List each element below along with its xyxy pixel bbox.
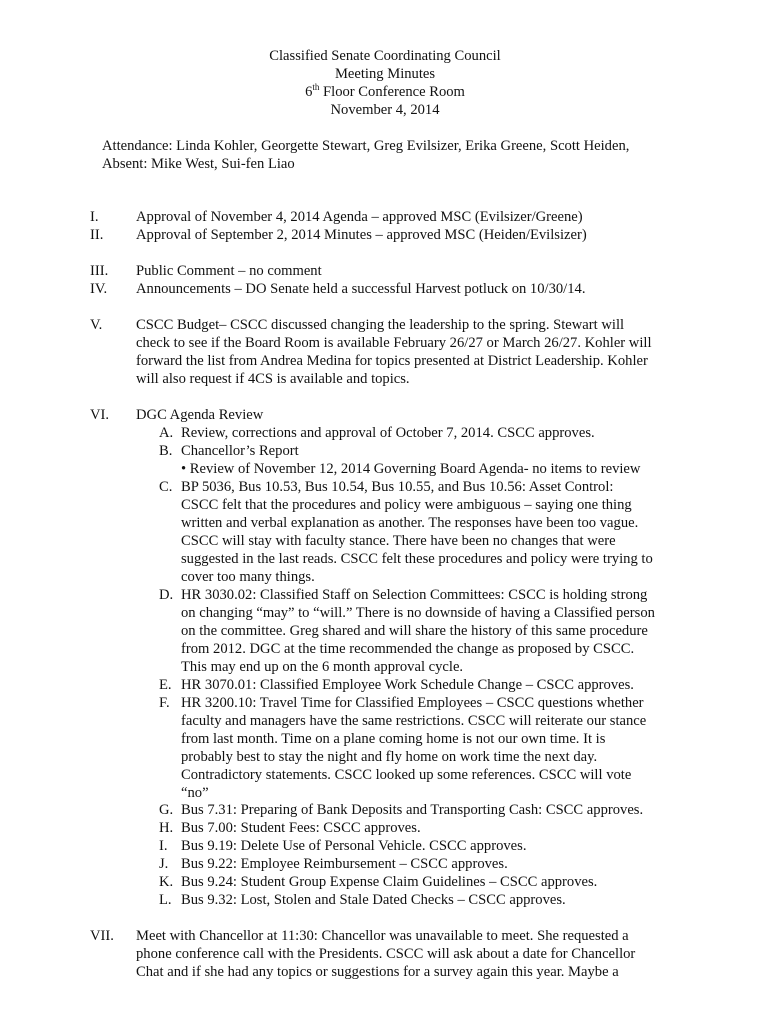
subitem-text: Bus 9.19: Delete Use of Personal Vehicle. CSCC approves. (181, 838, 527, 854)
subitem-text: “no” (181, 785, 209, 801)
subitem-text: HR 3070.01: Classified Employee Work Schedule Change – CSCC approves. (181, 677, 634, 693)
item-number: VII. (90, 928, 114, 944)
subitem-letter: B. (159, 443, 173, 459)
meeting-location (0, 83, 770, 101)
subitem-text: Review, corrections and approval of October 7, 2014. CSCC approves. (181, 425, 595, 441)
item-text: Approval of September 2, 2014 Minutes – approved MSC (Heiden/Evilsizer) (136, 227, 587, 243)
subitem-text: cover too many things. (181, 569, 315, 585)
section-title: DGC Agenda Review (136, 407, 264, 423)
subitem-text: probably best to stay the night and fly home on work time the next day. (181, 749, 598, 765)
item-text: will also request if 4CS is available and topics. (136, 371, 410, 387)
item-text: CSCC Budget– CSCC discussed changing the leadership to the spring. Stewart will (136, 317, 625, 333)
subitem-text: from last month. Time on a plane coming home is not our own time. It is (181, 731, 606, 747)
subitem-text: CSCC will stay with faculty stance. There have been no changes that were (181, 533, 616, 549)
item-number: I. (90, 209, 99, 225)
subitem-letter: H. (159, 820, 174, 836)
absent-line: Absent: Mike West, Sui-fen Liao (102, 156, 295, 172)
subitem-letter: I. (159, 838, 168, 854)
item-number: IV. (90, 281, 108, 297)
subitem-text: from 2012. DGC at the time recommended the change as proposed by CSCC. (181, 641, 635, 657)
subitem-letter: L. (159, 892, 172, 908)
subitem-text: Bus 9.24: Student Group Expense Claim Guidelines – CSCC approves. (181, 874, 598, 890)
subitem-text: Chancellor’s Report (181, 443, 299, 459)
org-title: Classified Senate Coordinating Council (269, 48, 501, 64)
subitem-text: CSCC felt that the procedures and policy were ambiguous – saying one thing (181, 497, 632, 513)
subitem-text: BP 5036, Bus 10.53, Bus 10.54, Bus 10.55, and Bus 10.56: Asset Control: (181, 479, 614, 495)
subitem-letter: D. (159, 587, 174, 603)
item-text: check to see if the Board Room is available February 26/27 or March 26/27. Kohler will (136, 335, 652, 351)
item-number: II. (90, 227, 104, 243)
subitem-letter: C. (159, 479, 173, 495)
subitem-text: This may end up on the 6 month approval cycle. (181, 659, 464, 675)
subitem-text: written and verbal explanation as another. The responses have been too vague. (181, 515, 639, 531)
subitem-letter: E. (159, 677, 172, 693)
item-text: Public Comment – no comment (136, 263, 322, 279)
subitem-text: on changing “may” to “will.” There is no downside of having a Classified person (181, 605, 655, 621)
subitem-text: Bus 7.31: Preparing of Bank Deposits and Transporting Cash: CSCC approves. (181, 802, 644, 818)
meeting-date: November 4, 2014 (330, 102, 440, 118)
item-text: Announcements – DO Senate held a successful Harvest potluck on 10/30/14. (136, 281, 586, 297)
item-text: phone conference call with the Presidents. CSCC will ask about a date for Chancellor (136, 946, 636, 962)
subitem-text: Contradictory statements. CSCC looked up some references. CSCC will vote (181, 767, 632, 783)
item-text: Chat and if she had any topics or suggestions for a survey again this year. Maybe a (136, 964, 619, 980)
item-text: Meet with Chancellor at 11:30: Chancellor was unavailable to meet. She requested a (136, 928, 629, 944)
subitem-text: Bus 9.32: Lost, Stolen and Stale Dated Checks – CSCC approves. (181, 892, 566, 908)
subitem-letter: J. (159, 856, 169, 872)
subitem-text: suggested in the last reads. CSCC felt these procedures and policy were trying to (181, 551, 653, 567)
subitem-letter: A. (159, 425, 174, 441)
subitem-text: HR 3200.10: Travel Time for Classified Employees – CSCC questions whether (181, 695, 644, 711)
subitem-text: faculty and managers have the same restrictions. CSCC will reiterate our stance (181, 713, 647, 729)
subitem-text: Bus 7.00: Student Fees: CSCC approves. (181, 820, 421, 836)
subitem-letter: K. (159, 874, 174, 890)
item-number: V. (90, 317, 103, 333)
item-text: forward the list from Andrea Medina for topics presented at District Leadership. Kohler (136, 353, 648, 369)
subitem-letter: F. (159, 695, 170, 711)
subitem-letter: G. (159, 802, 174, 818)
attendance-line: Attendance: Linda Kohler, Georgette Stewart, Greg Evilsizer, Erika Greene, Scott Heiden, (102, 138, 630, 154)
bullet-text: Review of November 12, 2014 Governing Board Agenda- no items to review (189, 461, 641, 477)
document-type: Meeting Minutes (334, 66, 436, 82)
floor-suffix: th (312, 82, 320, 92)
subitem-text: on the committee. Greg shared and will share the history of this same procedure (181, 623, 648, 639)
bullet-item (181, 460, 640, 478)
floor-number: 6 (305, 84, 313, 100)
room-name: Floor Conference Room (319, 84, 465, 100)
item-number: III. (90, 263, 109, 279)
item-number: VI. (90, 407, 110, 423)
subitem-text: HR 3030.02: Classified Staff on Selection Committees: CSCC is holding strong (181, 587, 648, 603)
subitem-text: Bus 9.22: Employee Reimbursement – CSCC approves. (181, 856, 508, 872)
bullet-icon: • (181, 461, 187, 477)
item-text: Approval of November 4, 2014 Agenda – approved MSC (Evilsizer/Greene) (136, 209, 583, 225)
